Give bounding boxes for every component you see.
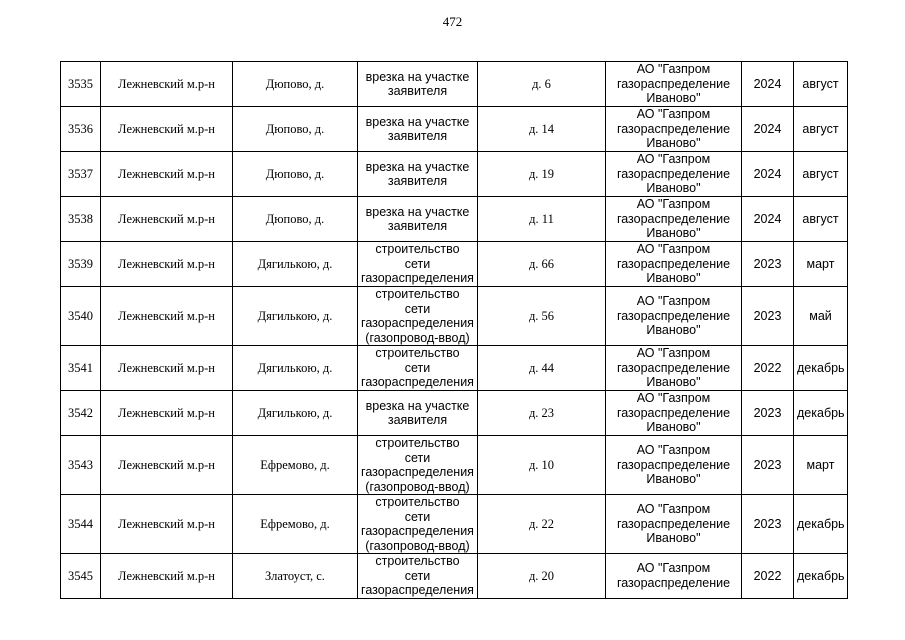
table-row <box>61 107 848 152</box>
work-type-cell-line: врезка на участке <box>365 159 470 174</box>
organization-cell-line: Иваново" <box>646 472 701 487</box>
organization-cell-line: АО "Газпром <box>636 502 711 517</box>
district-cell: Лежневский м.р-н <box>101 391 233 436</box>
year-cell: 2023 <box>742 287 794 346</box>
organization-cell-line: газораспределение <box>616 308 731 323</box>
work-type-cell <box>358 554 478 599</box>
district-cell: Лежневский м.р-н <box>101 107 233 152</box>
work-type-cell-line: газораспределения <box>361 316 474 330</box>
year-cell: 2023 <box>742 495 794 554</box>
table-row <box>61 391 848 436</box>
year-cell: 2024 <box>742 197 794 242</box>
district-cell: Лежневский м.р-н <box>101 287 233 346</box>
row-number: 3536 <box>61 107 101 152</box>
organization-cell-line: Иваново" <box>646 420 701 435</box>
organization-cell <box>606 197 742 242</box>
address-cell: д. 22 <box>478 495 606 554</box>
organization-cell <box>606 346 742 391</box>
work-type-cell-line: строительство сети <box>375 346 460 375</box>
work-type-cell-line: заявителя <box>387 413 448 427</box>
month-cell: декабрь <box>794 346 848 391</box>
district-cell: Лежневский м.р-н <box>101 152 233 197</box>
organization-cell <box>606 62 742 107</box>
address-cell: д. 10 <box>478 436 606 495</box>
organization-cell <box>606 107 742 152</box>
table-row <box>61 495 848 554</box>
work-type-cell-line: строительство сети <box>375 287 460 316</box>
work-type-cell-line: газораспределения <box>361 524 474 538</box>
year-cell: 2023 <box>742 242 794 287</box>
organization-cell-line: АО "Газпром <box>636 152 711 167</box>
organization-cell-line: Иваново" <box>646 271 701 286</box>
organization-cell-line: АО "Газпром <box>636 391 711 406</box>
work-type-cell-line: врезка на участке <box>365 204 470 219</box>
settlement-cell: Дюпово, д. <box>233 197 358 242</box>
year-cell: 2022 <box>742 554 794 599</box>
organization-cell <box>606 495 742 554</box>
month-cell: август <box>794 62 848 107</box>
row-number: 3542 <box>61 391 101 436</box>
organization-cell-line: АО "Газпром <box>636 443 711 458</box>
settlement-cell: Дягилькою, д. <box>233 242 358 287</box>
organization-cell <box>606 152 742 197</box>
organization-cell-line: АО "Газпром <box>636 197 711 212</box>
work-type-cell <box>358 495 478 554</box>
address-cell: д. 19 <box>478 152 606 197</box>
month-cell: декабрь <box>794 495 848 554</box>
organization-cell-line: АО "Газпром <box>636 294 711 309</box>
table-row <box>61 554 848 599</box>
work-type-cell-line: врезка на участке <box>365 398 470 413</box>
month-cell: декабрь <box>794 554 848 599</box>
organization-cell-line: газораспределение <box>616 457 731 472</box>
organization-cell-line: газораспределение <box>616 405 731 420</box>
settlement-cell: Ефремово, д. <box>233 436 358 495</box>
row-number: 3538 <box>61 197 101 242</box>
row-number: 3540 <box>61 287 101 346</box>
work-type-cell-line: строительство сети <box>375 242 460 271</box>
settlement-cell: Дягилькою, д. <box>233 287 358 346</box>
work-type-cell-line: (газопровод-ввод) <box>365 330 470 345</box>
table-row <box>61 287 848 346</box>
organization-cell-line: Иваново" <box>646 226 701 241</box>
settlement-cell: Златоуст, с. <box>233 554 358 599</box>
work-type-cell-line: врезка на участке <box>365 69 470 84</box>
address-cell: д. 14 <box>478 107 606 152</box>
organization-cell-line: газораспределение <box>616 360 731 375</box>
work-type-cell-line: газораспределения <box>361 583 474 597</box>
address-cell: д. 20 <box>478 554 606 599</box>
work-type-cell <box>358 242 478 287</box>
work-type-cell <box>358 152 478 197</box>
work-type-cell <box>358 62 478 107</box>
address-cell: д. 56 <box>478 287 606 346</box>
year-cell: 2024 <box>742 152 794 197</box>
work-type-cell <box>358 287 478 346</box>
organization-cell-line: Иваново" <box>646 531 701 546</box>
settlement-cell: Дюпово, д. <box>233 152 358 197</box>
organization-cell-line: АО "Газпром <box>636 242 711 257</box>
organization-cell-line: АО "Газпром <box>636 561 711 576</box>
work-type-cell-line: газораспределения <box>361 271 474 286</box>
table-row <box>61 152 848 197</box>
page-number: 472 <box>442 14 463 29</box>
settlement-cell: Дюпово, д. <box>233 62 358 107</box>
year-cell: 2023 <box>742 436 794 495</box>
organization-cell <box>606 391 742 436</box>
row-number: 3545 <box>61 554 101 599</box>
district-cell: Лежневский м.р-н <box>101 346 233 391</box>
year-cell: 2022 <box>742 346 794 391</box>
row-number: 3541 <box>61 346 101 391</box>
organization-cell-line: АО "Газпром <box>636 346 711 361</box>
organization-cell-line: АО "Газпром <box>636 107 711 122</box>
district-cell: Лежневский м.р-н <box>101 197 233 242</box>
table-row <box>61 62 848 107</box>
district-cell: Лежневский м.р-н <box>101 242 233 287</box>
table-body <box>61 62 848 599</box>
settlement-cell: Дягилькою, д. <box>233 391 358 436</box>
row-number: 3537 <box>61 152 101 197</box>
organization-cell <box>606 287 742 346</box>
work-type-cell-line: (газопровод-ввод) <box>365 538 470 553</box>
organization-cell <box>606 436 742 495</box>
organization-cell <box>606 242 742 287</box>
table-row <box>61 197 848 242</box>
work-type-cell-line: заявителя <box>387 219 448 233</box>
row-number: 3544 <box>61 495 101 554</box>
organization-cell-line: газораспределение <box>616 256 731 271</box>
work-type-cell-line: строительство сети <box>375 436 460 465</box>
organization-cell-line: газораспределение <box>616 166 731 181</box>
work-type-cell-line: газораспределения <box>361 465 474 479</box>
month-cell: август <box>794 197 848 242</box>
address-cell: д. 11 <box>478 197 606 242</box>
organization-cell-line: газораспределение <box>616 575 731 590</box>
organization-cell-line: Иваново" <box>646 181 701 196</box>
settlement-cell: Ефремово, д. <box>233 495 358 554</box>
month-cell: май <box>794 287 848 346</box>
work-type-cell-line: заявителя <box>387 129 448 143</box>
year-cell: 2023 <box>742 391 794 436</box>
address-cell: д. 44 <box>478 346 606 391</box>
table-row <box>61 346 848 391</box>
work-type-cell-line: (газопровод-ввод) <box>365 479 470 494</box>
work-type-cell <box>358 391 478 436</box>
gasification-table <box>60 61 848 599</box>
month-cell: март <box>794 436 848 495</box>
work-type-cell <box>358 197 478 242</box>
organization-cell <box>606 554 742 599</box>
address-cell: д. 6 <box>478 62 606 107</box>
month-cell: март <box>794 242 848 287</box>
work-type-cell <box>358 107 478 152</box>
district-cell: Лежневский м.р-н <box>101 495 233 554</box>
year-cell: 2024 <box>742 62 794 107</box>
organization-cell-line: газораспределение <box>616 211 731 226</box>
work-type-cell-line: строительство сети <box>375 495 460 524</box>
table-row <box>61 436 848 495</box>
work-type-cell-line: заявителя <box>387 84 448 98</box>
work-type-cell-line: строительство сети <box>375 554 460 583</box>
work-type-cell-line: газораспределения <box>361 375 474 390</box>
address-cell: д. 66 <box>478 242 606 287</box>
work-type-cell-line: заявителя <box>387 174 448 188</box>
month-cell: август <box>794 152 848 197</box>
address-cell: д. 23 <box>478 391 606 436</box>
organization-cell-line: газораспределение <box>616 121 731 136</box>
row-number: 3539 <box>61 242 101 287</box>
settlement-cell: Дюпово, д. <box>233 107 358 152</box>
organization-cell-line: газораспределение <box>616 76 731 91</box>
settlement-cell: Дягилькою, д. <box>233 346 358 391</box>
month-cell: декабрь <box>794 391 848 436</box>
year-cell: 2024 <box>742 107 794 152</box>
work-type-cell <box>358 346 478 391</box>
table-row <box>61 242 848 287</box>
organization-cell-line: Иваново" <box>646 375 701 390</box>
organization-cell-line: Иваново" <box>646 136 701 151</box>
organization-cell-line: газораспределение <box>616 516 731 531</box>
district-cell: Лежневский м.р-н <box>101 62 233 107</box>
work-type-cell <box>358 436 478 495</box>
month-cell: август <box>794 107 848 152</box>
organization-cell-line: Иваново" <box>646 323 701 338</box>
district-cell: Лежневский м.р-н <box>101 554 233 599</box>
row-number: 3535 <box>61 62 101 107</box>
row-number: 3543 <box>61 436 101 495</box>
work-type-cell-line: врезка на участке <box>365 114 470 129</box>
district-cell: Лежневский м.р-н <box>101 436 233 495</box>
organization-cell-line: Иваново" <box>646 91 701 106</box>
organization-cell-line: АО "Газпром <box>636 62 711 77</box>
